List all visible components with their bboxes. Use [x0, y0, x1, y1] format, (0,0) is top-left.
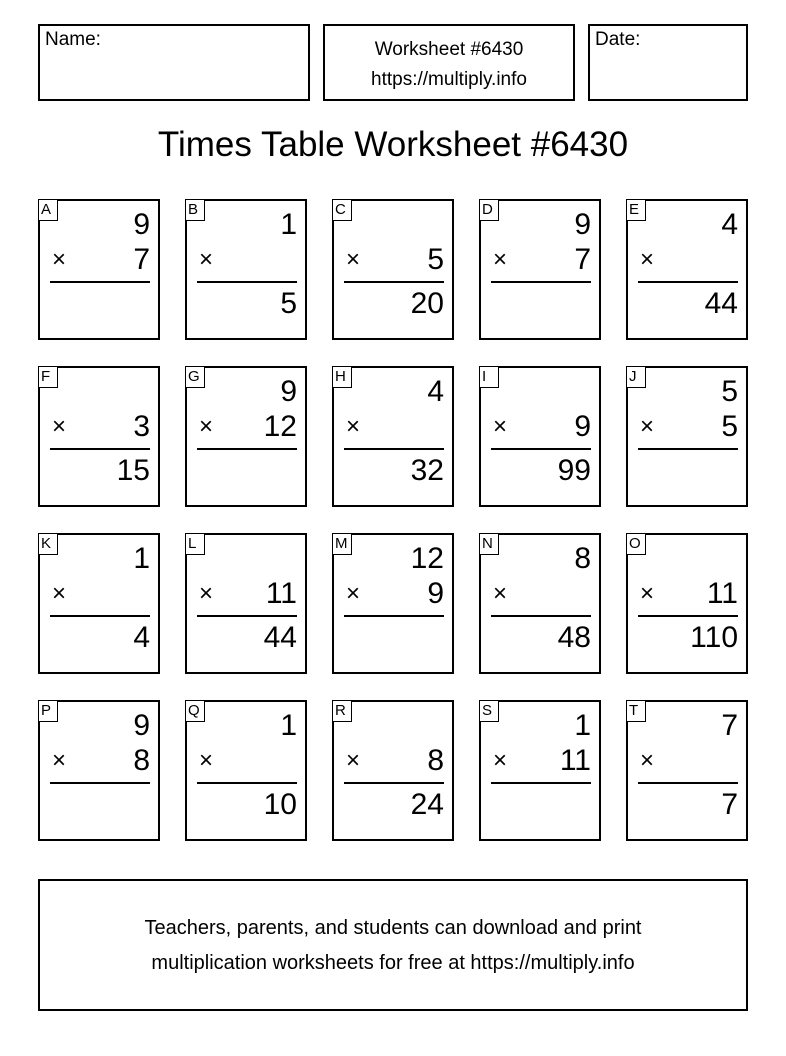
answer-line [491, 281, 591, 283]
multiply-sign: × [493, 580, 508, 607]
multiply-sign: × [199, 246, 214, 273]
answer-line [197, 782, 297, 784]
answer-line [344, 448, 444, 450]
multiply-sign: × [52, 413, 67, 440]
answer-line [638, 782, 738, 784]
multiply-sign: × [640, 580, 655, 607]
multiply-sign: × [346, 413, 361, 440]
problem-letter: M [332, 533, 352, 555]
answer-line [344, 281, 444, 283]
multiply-sign: × [640, 246, 655, 273]
bottom-factor: 8 [427, 744, 444, 777]
answer: 7 [721, 788, 738, 821]
top-factor: 8 [574, 542, 591, 575]
multiply-sign: × [493, 246, 508, 273]
footer-box [38, 879, 748, 1011]
multiply-sign: × [199, 413, 214, 440]
top-factor: 7 [721, 709, 738, 742]
date-field[interactable] [588, 24, 748, 101]
top-factor: 1 [574, 709, 591, 742]
answer-line [491, 615, 591, 617]
bottom-factor: 12 [263, 410, 297, 443]
problem-card-c [332, 199, 454, 340]
answer: 110 [690, 621, 738, 654]
problem-card-l [185, 533, 307, 674]
problem-letter: K [38, 533, 58, 555]
answer: 5 [280, 287, 297, 320]
problem-card-p [38, 700, 160, 841]
problem-card-g [185, 366, 307, 507]
problem-card-d [479, 199, 601, 340]
problem-letter: E [626, 199, 646, 221]
answer: 99 [557, 454, 591, 487]
multiply-sign: × [52, 246, 67, 273]
problem-letter: L [185, 533, 205, 555]
problem-card-r [332, 700, 454, 841]
problem-card-a [38, 199, 160, 340]
bottom-factor: 9 [574, 410, 591, 443]
problem-letter: A [38, 199, 58, 221]
answer-line [197, 448, 297, 450]
problem-card-e [626, 199, 748, 340]
bottom-factor: 5 [721, 410, 738, 443]
date-label: Date: [595, 29, 641, 50]
top-factor: 1 [133, 542, 150, 575]
multiply-sign: × [493, 413, 508, 440]
bottom-factor: 7 [574, 243, 591, 276]
top-factor: 5 [721, 375, 738, 408]
bottom-factor: 11 [706, 577, 738, 610]
answer: 10 [263, 788, 297, 821]
worksheet-info-box [323, 24, 575, 101]
problem-card-q [185, 700, 307, 841]
multiply-sign: × [493, 747, 508, 774]
multiply-sign: × [199, 580, 214, 607]
answer: 4 [133, 621, 150, 654]
bottom-factor: 5 [427, 243, 444, 276]
answer: 15 [116, 454, 150, 487]
multiply-sign: × [640, 747, 655, 774]
answer: 32 [410, 454, 444, 487]
answer-line [50, 615, 150, 617]
bottom-factor: 11 [265, 577, 297, 610]
problem-card-n [479, 533, 601, 674]
multiply-sign: × [52, 580, 67, 607]
worksheet-number: Worksheet #6430 [374, 39, 524, 60]
top-factor: 4 [721, 208, 738, 241]
answer-line [50, 281, 150, 283]
problem-letter: G [185, 366, 205, 388]
problem-card-k [38, 533, 160, 674]
answer-line [491, 782, 591, 784]
answer-line [197, 615, 297, 617]
bottom-factor: 7 [133, 243, 150, 276]
bottom-factor: 8 [133, 744, 150, 777]
problem-letter: P [38, 700, 58, 722]
name-label: Name: [45, 29, 101, 50]
problem-letter: T [626, 700, 646, 722]
problem-card-h [332, 366, 454, 507]
answer-line [638, 281, 738, 283]
answer: 24 [410, 788, 444, 821]
multiply-sign: × [640, 413, 655, 440]
answer-line [491, 448, 591, 450]
problem-letter: Q [185, 700, 205, 722]
problem-letter: O [626, 533, 646, 555]
problem-card-b [185, 199, 307, 340]
page-title: Times Table Worksheet #6430 [157, 125, 629, 164]
worksheet-url: https://multiply.info [371, 69, 527, 90]
bottom-factor: 9 [427, 577, 444, 610]
problem-card-j [626, 366, 748, 507]
multiply-sign: × [199, 747, 214, 774]
problem-card-i [479, 366, 601, 507]
top-factor: 9 [133, 208, 150, 241]
problem-letter: H [332, 366, 352, 388]
footer-line-2: multiplication worksheets for free at https://multiply.info [151, 952, 635, 974]
answer-line [638, 448, 738, 450]
problem-letter: F [38, 366, 58, 388]
problem-letter: J [626, 366, 646, 388]
problem-card-o [626, 533, 748, 674]
answer-line [344, 615, 444, 617]
top-factor: 12 [410, 542, 444, 575]
answer-line [344, 782, 444, 784]
problem-letter: N [479, 533, 499, 555]
top-factor: 9 [133, 709, 150, 742]
bottom-factor: 3 [133, 410, 150, 443]
answer: 44 [704, 287, 738, 320]
top-factor: 9 [280, 375, 297, 408]
problem-card-f [38, 366, 160, 507]
footer-line-1: Teachers, parents, and students can download and print [144, 917, 642, 939]
answer: 20 [410, 287, 444, 320]
answer-line [50, 782, 150, 784]
problem-letter: B [185, 199, 205, 221]
problem-card-s [479, 700, 601, 841]
top-factor: 1 [280, 709, 297, 742]
problem-letter: D [479, 199, 499, 221]
answer-line [638, 615, 738, 617]
bottom-factor: 11 [559, 744, 591, 777]
problem-letter: R [332, 700, 352, 722]
multiply-sign: × [52, 747, 67, 774]
multiply-sign: × [346, 580, 361, 607]
top-factor: 1 [280, 208, 297, 241]
problem-letter: S [479, 700, 499, 722]
answer-line [197, 281, 297, 283]
problem-letter: I [479, 366, 499, 388]
name-field[interactable] [38, 24, 310, 101]
answer: 44 [263, 621, 297, 654]
multiply-sign: × [346, 747, 361, 774]
answer-line [50, 448, 150, 450]
multiply-sign: × [346, 246, 361, 273]
problem-letter: C [332, 199, 352, 221]
top-factor: 4 [427, 375, 444, 408]
top-factor: 9 [574, 208, 591, 241]
answer: 48 [557, 621, 591, 654]
problem-card-t [626, 700, 748, 841]
problem-card-m [332, 533, 454, 674]
